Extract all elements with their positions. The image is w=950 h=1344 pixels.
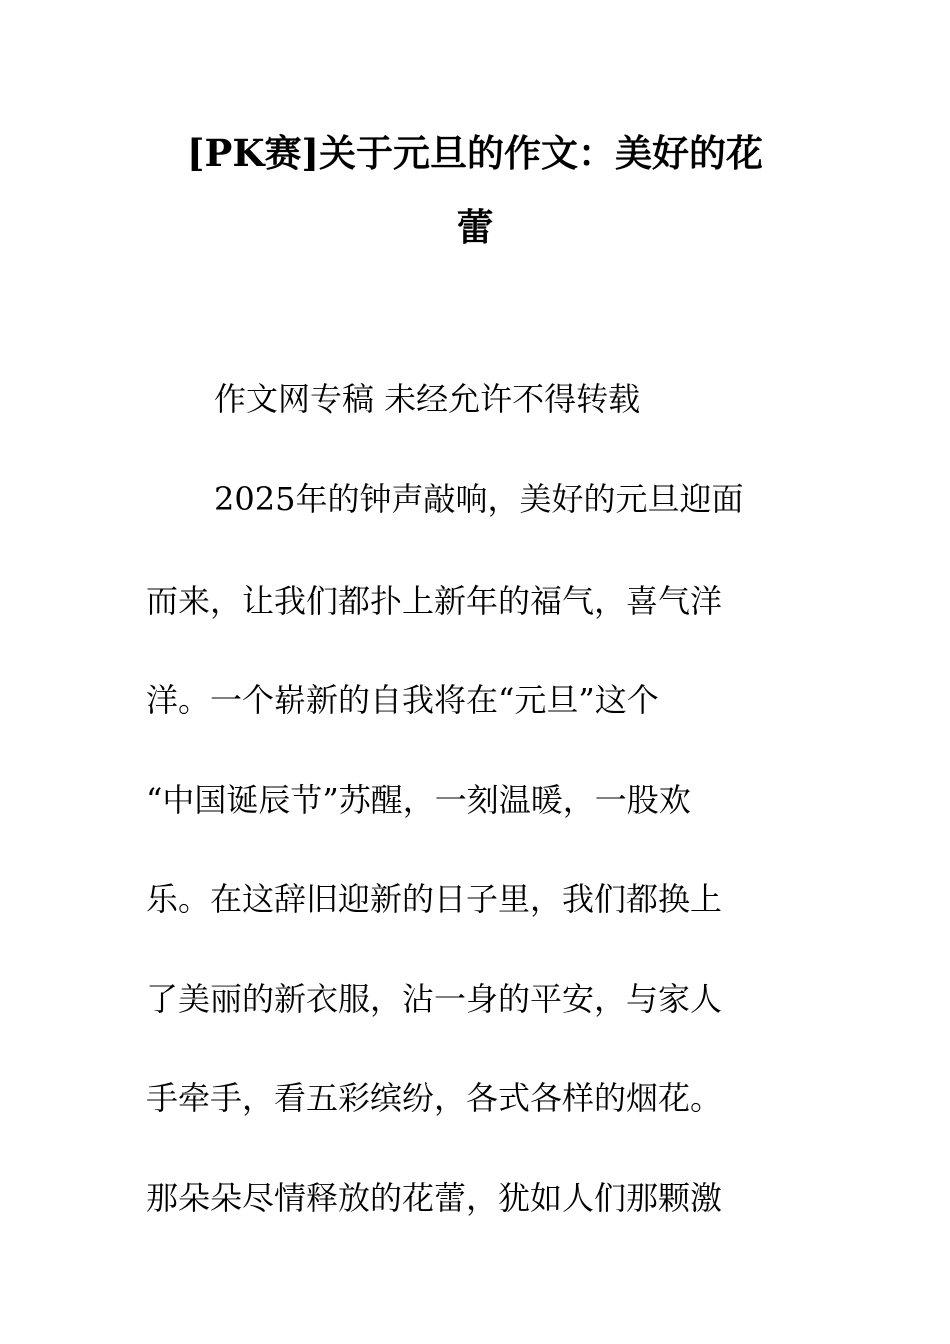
title-line: [PK赛]关于元旦的作文：美好的花 — [187, 131, 763, 175]
document-title — [150, 116, 800, 264]
body-line: “中国诞辰节”苏醒，一刻温暖，一股欢 — [146, 781, 691, 819]
byline: 作文网专稿 未经允许不得转载 — [214, 380, 641, 418]
body-line: 洋。一个崭新的自我将在“元旦”这个 — [146, 681, 659, 719]
body-line: 乐。在这辞旧迎新的日子里，我们都换上 — [146, 880, 723, 918]
body-line: 手牵手，看五彩缤纷，各式各样的烟花。 — [146, 1079, 723, 1117]
title-line: 蕾 — [456, 205, 494, 249]
body-line: 2025年的钟声敲响，美好的元旦迎面 — [214, 480, 744, 518]
body-line: 而来，让我们都扑上新年的福气，喜气洋 — [146, 582, 723, 620]
body-line: 那朵朵尽情释放的花蕾，犹如人们那颗激 — [146, 1179, 723, 1217]
body-line: 了美丽的新衣服，沾一身的平安，与家人 — [146, 980, 723, 1018]
